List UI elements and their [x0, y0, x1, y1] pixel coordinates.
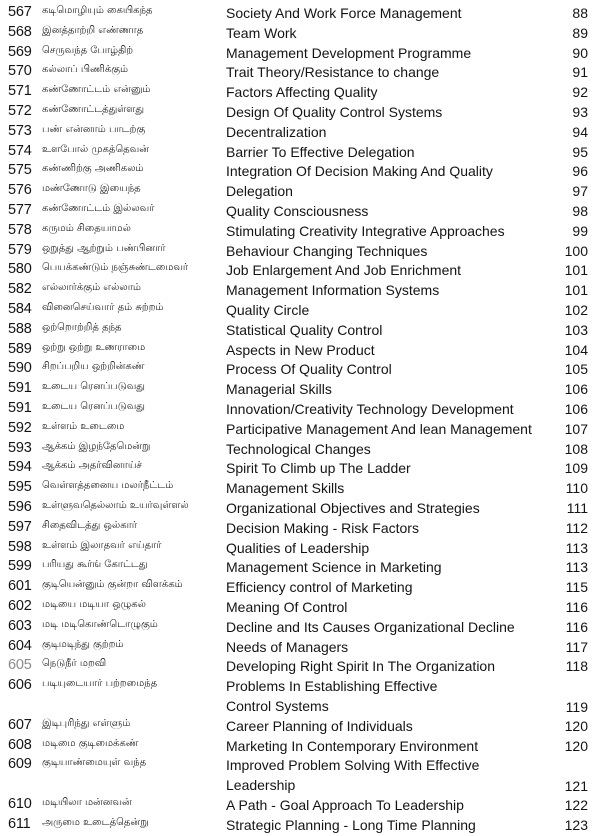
topic-title	[226, 24, 556, 44]
verse-number: 590	[8, 360, 32, 377]
topic-title-line: Organizational Objectives and Strategies	[226, 500, 480, 516]
tamil-verse-opening: அருமை உடைத்தென்று	[42, 816, 149, 828]
topic-title	[226, 558, 556, 578]
index-row	[0, 321, 600, 341]
topic-title	[226, 657, 556, 677]
page-number: 103	[564, 321, 588, 338]
topic-title	[226, 737, 556, 757]
topic-title-line: Developing Right Spirit In The Organization	[226, 658, 496, 675]
topic-title	[226, 677, 556, 717]
topic-title	[226, 182, 556, 202]
topic-title-line: Efficiency control of Marketing	[226, 579, 413, 596]
index-row	[0, 222, 600, 242]
index-row	[0, 816, 600, 836]
tamil-verse-opening: படியுடையார் பற்றமைந்த	[42, 678, 158, 690]
verse-number: 575	[8, 162, 32, 179]
tamil-verse-opening: உள்ளம் உடைமை	[42, 420, 125, 432]
topic-title	[226, 440, 556, 460]
verse-number: 595	[8, 479, 32, 496]
page-number: 107	[564, 420, 588, 437]
verse-number: 588	[8, 320, 32, 337]
topic-title-line: Leadership	[226, 777, 296, 794]
topic-title-line: Quality Circle	[226, 302, 310, 318]
tamil-verse-opening: ஆக்கம் அதர்வினாய்ச்	[42, 460, 142, 472]
verse-number: 608	[8, 736, 32, 753]
verse-number: 579	[8, 241, 32, 258]
index-row	[0, 677, 600, 717]
tamil-verse-opening: வெள்ளத்தனைய மலர்நீட்டம்	[42, 480, 174, 492]
tamil-verse-opening: கண்ணோட்டத்துள்ளது	[42, 104, 144, 115]
verse-number: 594	[8, 459, 32, 476]
topic-title-line: Needs of Managers	[226, 638, 349, 655]
topic-title	[226, 321, 556, 341]
page-number: 102	[564, 302, 588, 318]
index-row	[0, 301, 600, 321]
page-number: 99	[572, 222, 588, 239]
tamil-verse-opening: உடைய ரெனப்படுவது	[42, 381, 145, 393]
page-number: 110	[565, 480, 588, 497]
tamil-verse-opening: கண்ணோட்டம் என்னும்	[42, 84, 151, 96]
topic-title-line: Statistical Quality Control	[226, 321, 383, 338]
tamil-verse-opening: ஒறுத்து ஆற்றும் பண்பினார்	[42, 242, 166, 254]
topic-title-line: Team Work	[226, 24, 297, 41]
page-number: 112	[565, 519, 588, 536]
tamil-verse-opening: கண்ணோட்டம் இல்லவர்	[42, 203, 155, 214]
index-row	[0, 281, 600, 301]
page-number: 94	[572, 123, 588, 140]
verse-number: 605	[8, 657, 32, 674]
page-number: 91	[572, 64, 588, 81]
topic-title-line: Qualities of Leadership	[226, 539, 370, 556]
topic-title	[226, 816, 556, 836]
verse-number: 602	[8, 598, 32, 614]
index-row	[0, 242, 600, 262]
index-row	[0, 598, 600, 618]
index-row	[0, 638, 600, 658]
tamil-verse-opening: உடைய ரெனப்படுவது	[42, 401, 145, 412]
page-number: 121	[564, 778, 588, 795]
topic-title-line: Barrier To Effective Delegation	[226, 143, 415, 160]
tamil-verse-opening: உள்ளம் இலாதவர் எய்தார்	[42, 539, 162, 551]
topic-title	[226, 281, 556, 301]
verse-number: 604	[8, 637, 32, 654]
page-number: 109	[564, 460, 588, 477]
page-number: 101	[564, 262, 588, 279]
topic-title	[226, 400, 556, 420]
topic-title	[226, 796, 556, 816]
tamil-verse-opening: மண்ணோடு இயைந்த	[42, 183, 141, 195]
topic-title-line: Decentralization	[226, 123, 327, 140]
topic-title	[226, 380, 556, 400]
topic-title-line: Delegation	[226, 183, 293, 200]
tamil-verse-opening: எல்லார்க்கும் எல்லாம்	[42, 282, 141, 294]
verse-number: 574	[8, 142, 32, 159]
verse-number: 576	[8, 182, 32, 199]
topic-title-line: Management Skills	[226, 480, 345, 497]
index-row	[0, 63, 600, 83]
index-row	[0, 519, 600, 539]
tamil-verse-opening: குடிமடிந்து குற்றம்	[42, 638, 124, 650]
verse-number: 591	[8, 380, 32, 397]
page-number: 116	[565, 618, 588, 635]
tamil-verse-opening: மடிமை குடிமைக்கண்	[42, 737, 139, 749]
page-number: 106	[564, 381, 588, 398]
topic-title-line: Quality Consciousness	[226, 203, 369, 219]
topic-title-line: Strategic Planning - Long Time Planning	[226, 816, 476, 833]
index-row	[0, 657, 600, 677]
topic-title-line: Society And Work Force Management	[226, 5, 462, 21]
verse-number: 572	[8, 103, 32, 119]
page-number: 115	[565, 579, 588, 596]
topic-title-line: Career Planning of Individuals	[226, 717, 413, 734]
verse-number: 607	[8, 716, 32, 733]
tamil-verse-opening: சிதைவிடத்து ஒல்கார்	[42, 519, 138, 531]
page-number: 118	[565, 658, 588, 675]
verse-number: 580	[8, 261, 32, 278]
topic-title	[226, 459, 556, 479]
topic-title-line: Managerial Skills	[226, 381, 332, 398]
topic-title-line: Design Of Quality Control Systems	[226, 104, 443, 120]
verse-number: 567	[8, 4, 32, 20]
index-row	[0, 618, 600, 638]
topic-title	[226, 420, 556, 440]
tamil-verse-opening: குடியென்னும் குன்றா விளக்கம்	[42, 579, 183, 591]
topic-title-line: Trait Theory/Resistance to change	[226, 64, 440, 81]
index-row	[0, 380, 600, 400]
verse-number: 578	[8, 221, 32, 238]
verse-number: 601	[8, 578, 32, 595]
index-row	[0, 717, 600, 737]
index-row	[0, 24, 600, 44]
topic-title	[226, 103, 556, 123]
topic-title-line: Process Of Quality Control	[226, 361, 392, 378]
tamil-verse-opening: இனத்தாற்றி எண்ணாத	[42, 24, 144, 36]
topic-title	[226, 638, 556, 658]
index-row	[0, 737, 600, 757]
topic-title-line: Job Enlargement And Job Enrichment	[226, 262, 462, 279]
page-number: 98	[572, 203, 588, 219]
topic-title-line: Behaviour Changing Techniques	[226, 242, 428, 259]
topic-title	[226, 83, 556, 103]
page-number: 108	[564, 440, 588, 457]
topic-title-line: Aspects in New Product	[226, 341, 375, 358]
tamil-verse-opening: சிறப்பறிய ஒற்றின்கண்	[42, 361, 145, 373]
topic-title	[226, 360, 556, 380]
topic-title	[226, 618, 556, 638]
verse-number: 606	[8, 677, 32, 694]
verse-number: 603	[8, 617, 32, 634]
index-row	[0, 420, 600, 440]
verse-number: 571	[8, 83, 32, 100]
page-number: 100	[564, 242, 588, 259]
tamil-verse-opening: நெடுநீர் மறவி	[42, 658, 107, 670]
tamil-verse-opening: பண் என்னாம் பாடற்கு	[42, 123, 146, 135]
tamil-verse-opening: செருவந்த போழ்திற்	[42, 44, 134, 56]
index-row	[0, 558, 600, 578]
topic-title	[226, 578, 556, 598]
tamil-verse-opening: கண்ணிற்கு அணிகலம்	[42, 163, 144, 175]
index-row	[0, 162, 600, 182]
topic-title	[226, 202, 556, 222]
index-row	[0, 202, 600, 222]
topic-title	[226, 479, 556, 499]
topic-title-line: Spirit To Climb up The Ladder	[226, 460, 411, 477]
page-number: 113	[565, 539, 588, 556]
topic-title	[226, 717, 556, 737]
verse-number: 598	[8, 538, 32, 555]
tamil-verse-opening: ஒற்று ஒற்று உணராமை	[42, 341, 146, 353]
index-row	[0, 539, 600, 559]
topic-title-line: Management Science in Marketing	[226, 559, 442, 576]
index-row	[0, 123, 600, 143]
page-number: 97	[572, 183, 588, 200]
tamil-verse-opening: வினைசெய்வார் தம் சுற்றம்	[42, 302, 164, 313]
index-row	[0, 578, 600, 598]
topic-title	[226, 539, 556, 559]
topic-title	[226, 261, 556, 281]
verse-number: 609	[8, 756, 32, 773]
topic-title-line: Marketing In Contemporary Environment	[226, 737, 479, 754]
page-number: 89	[572, 24, 588, 41]
index-row	[0, 182, 600, 202]
topic-title	[226, 123, 556, 143]
topic-title	[226, 519, 556, 539]
verse-number: 584	[8, 301, 32, 317]
index-row	[0, 499, 600, 519]
page-number: 101	[564, 282, 588, 299]
verse-number: 592	[8, 419, 32, 436]
page-number: 117	[565, 638, 588, 655]
verse-number: 573	[8, 122, 32, 139]
page-number: 96	[572, 163, 588, 180]
verse-number: 610	[8, 796, 32, 812]
verse-number: 597	[8, 518, 32, 535]
topic-title	[226, 143, 556, 163]
topic-title-line: Management Development Programme	[226, 44, 472, 61]
tamil-verse-opening: குடியாண்மையுள் வந்த	[42, 757, 147, 769]
page-number: 95	[572, 143, 588, 160]
verse-number: 591	[8, 400, 32, 416]
tamil-verse-opening: கடிமொழியும் கையிகந்த	[42, 5, 153, 16]
topic-title	[226, 499, 556, 519]
tamil-verse-opening: பெயக்கண்டும் நஞ்சுண்டமைவர்	[42, 262, 189, 274]
topic-title-line: Decision Making - Risk Factors	[226, 519, 419, 536]
topic-title-line: Decline and Its Causes Organizational Decline	[226, 618, 515, 635]
topic-title	[226, 301, 556, 321]
topic-title-line: Technological Changes	[226, 440, 371, 457]
topic-title	[226, 4, 556, 24]
verse-number: 596	[8, 499, 32, 515]
page-number: 105	[564, 361, 588, 378]
verse-number: 589	[8, 340, 32, 357]
tamil-verse-opening: பரியது கூர்ங் கோட்டது	[42, 559, 148, 571]
topic-title-line: Integration Of Decision Making And Quality	[226, 163, 493, 180]
topic-title-line: Factors Affecting Quality	[226, 84, 378, 101]
index-row	[0, 44, 600, 64]
page-number: 123	[564, 816, 588, 833]
index-row	[0, 103, 600, 123]
tamil-verse-opening: மடியை மடியா ஒழுகல்	[42, 599, 146, 610]
verse-number: 611	[8, 815, 31, 832]
verse-number: 569	[8, 43, 32, 60]
topic-title	[226, 756, 556, 796]
page-number: 120	[564, 737, 588, 754]
page-number: 120	[564, 717, 588, 734]
page-number: 122	[564, 797, 588, 813]
topic-title-line: Problems In Establishing Effective	[226, 678, 438, 695]
verse-number: 593	[8, 439, 32, 456]
tamil-verse-opening: ஆக்கம் இழந்தேமென்று	[42, 440, 151, 452]
topic-title-line: Participative Management And lean Management	[226, 420, 532, 437]
tamil-verse-opening: கருமம் சிதையாமல்	[42, 222, 131, 234]
verse-number: 568	[8, 23, 32, 40]
index-row	[0, 756, 600, 796]
topic-title	[226, 242, 556, 262]
tamil-verse-opening: இடிபுரிந்து எள்ளும்	[42, 717, 131, 729]
topic-title-line: Stimulating Creativity Integrative Approaches	[226, 222, 505, 239]
index-row	[0, 440, 600, 460]
page-number: 88	[572, 5, 588, 21]
index-row	[0, 360, 600, 380]
topic-title-line: A Path - Goal Approach To Leadership	[226, 797, 464, 813]
index-row	[0, 459, 600, 479]
index-row	[0, 479, 600, 499]
verse-number: 570	[8, 63, 32, 80]
page-number: 111	[566, 500, 588, 516]
topic-title-line: Innovation/Creativity Technology Development	[226, 401, 514, 417]
topic-title-line: Control Systems	[226, 697, 329, 714]
page-number: 90	[572, 44, 588, 61]
topic-title-line: Management Information Systems	[226, 282, 440, 299]
topic-title	[226, 63, 556, 83]
tamil-verse-opening: மடி மடிகொண்டொழுகும்	[42, 618, 158, 630]
verse-number: 577	[8, 202, 32, 218]
tamil-verse-opening: உளபோல் முகத்தெவன்	[42, 143, 149, 155]
verse-number: 599	[8, 558, 32, 575]
verse-number: 582	[8, 281, 32, 298]
tamil-verse-opening: உள்ளுவதெல்லாம் உயர்வுள்ளல்	[42, 500, 189, 511]
page-number: 113	[565, 559, 588, 576]
page-number: 104	[564, 341, 588, 358]
index-row	[0, 4, 600, 24]
index-row	[0, 796, 600, 816]
page-number: 93	[572, 104, 588, 120]
topic-title	[226, 598, 556, 618]
tamil-verse-opening: ஒற்றொற்றித் தந்த	[42, 321, 122, 333]
index-row	[0, 341, 600, 361]
index-row	[0, 400, 600, 420]
topic-title	[226, 44, 556, 64]
index-row	[0, 261, 600, 281]
index-row	[0, 143, 600, 163]
topic-title	[226, 162, 556, 182]
page-number: 116	[565, 599, 588, 615]
tamil-verse-opening: மடியிலா மன்னவன்	[42, 797, 132, 808]
index-row	[0, 83, 600, 103]
tamil-verse-opening: கல்லாப் பிணிக்கும்	[42, 64, 129, 76]
page-number: 106	[564, 401, 588, 417]
topic-title-line: Meaning Of Control	[226, 599, 348, 615]
page-number: 119	[565, 698, 588, 715]
topic-title	[226, 222, 556, 242]
page-number: 92	[572, 84, 588, 101]
topic-title-line: Improved Problem Solving With Effective	[226, 757, 480, 774]
topic-title	[226, 341, 556, 361]
